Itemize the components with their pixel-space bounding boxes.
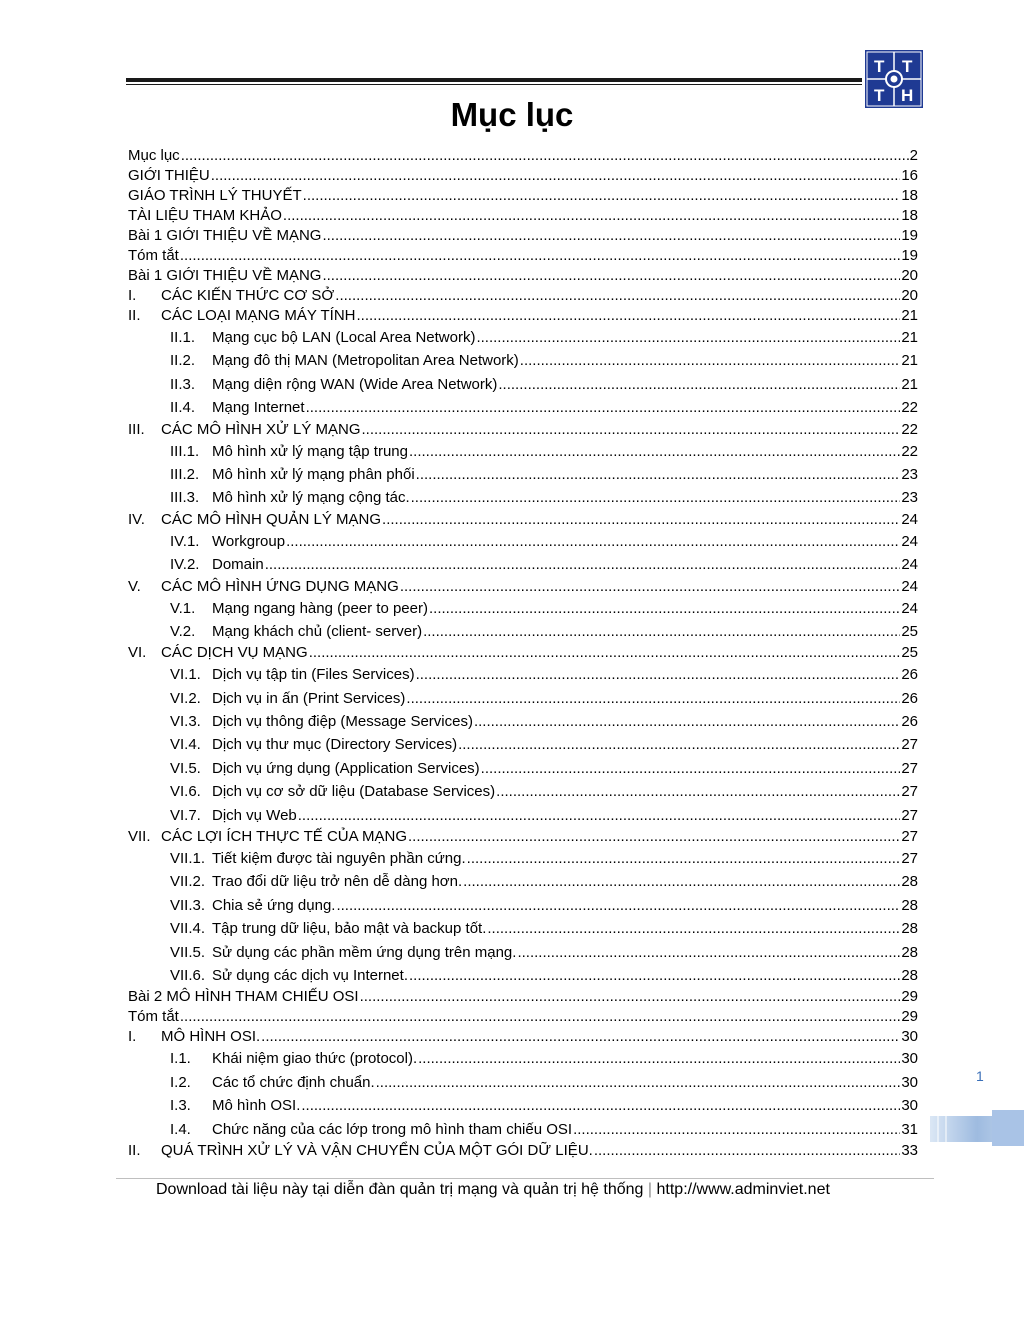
toc-dot-leader bbox=[409, 440, 900, 463]
toc-entry-title: GIÁO TRÌNH LÝ THUYẾT bbox=[128, 187, 302, 204]
toc-entry-title: Mạng đô thị MAN (Metropolitan Area Network) bbox=[212, 352, 519, 370]
toc-dot-leader bbox=[181, 146, 909, 166]
toc-entry-page: 18 bbox=[901, 187, 918, 204]
toc-entry-number: VI.6. bbox=[170, 783, 201, 801]
toc-dot-leader bbox=[458, 733, 900, 756]
toc-entry-page: 20 bbox=[901, 267, 918, 284]
toc-entry-number: VII.5. bbox=[170, 943, 206, 961]
toc-entry-page: 21 bbox=[901, 307, 918, 324]
toc-entry[interactable] bbox=[128, 349, 918, 372]
toc-dot-leader bbox=[335, 286, 900, 306]
toc-entry-page: 22 bbox=[901, 420, 918, 438]
toc-entry[interactable] bbox=[128, 463, 918, 486]
toc-entry-page: 31 bbox=[901, 1120, 918, 1138]
toc-dot-leader bbox=[406, 687, 900, 710]
toc-entry-page: 26 bbox=[901, 689, 918, 707]
toc-entry-title: Tóm tắt bbox=[128, 1008, 179, 1026]
toc-entry-page: 30 bbox=[901, 1028, 918, 1046]
page-number: 1 bbox=[976, 1068, 984, 1084]
toc-entry-page: 16 bbox=[901, 167, 918, 184]
toc-dot-leader bbox=[306, 396, 901, 419]
toc-entry-page: 30 bbox=[901, 1097, 918, 1115]
toc-dot-leader bbox=[376, 1071, 901, 1094]
toc-entry-page: 29 bbox=[901, 1008, 918, 1026]
footer bbox=[156, 1181, 830, 1199]
toc-entry-title: Domain bbox=[212, 556, 264, 574]
toc-entry[interactable] bbox=[128, 1027, 918, 1047]
toc-dot-leader bbox=[356, 306, 900, 326]
page-tab-decoration bbox=[930, 1110, 1024, 1146]
toc-entry-page: 27 bbox=[901, 736, 918, 754]
toc-entry-page: 28 bbox=[901, 920, 918, 938]
toc-entry-title: MÔ HÌNH OSI. bbox=[161, 1028, 261, 1046]
toc-entry-title: Bài 1 GIỚI THIỆU VỀ MẠNG bbox=[128, 227, 322, 244]
toc-dot-leader bbox=[411, 486, 901, 509]
toc-entry[interactable] bbox=[128, 186, 918, 206]
toc-entry-title: Tóm tắt bbox=[128, 247, 179, 264]
toc-entry[interactable] bbox=[128, 1071, 918, 1094]
toc-dot-leader bbox=[211, 166, 901, 186]
toc-entry-page: 19 bbox=[901, 247, 918, 264]
toc-entry-title: CÁC KIẾN THỨC CƠ SỞ bbox=[161, 287, 335, 304]
toc-entry[interactable] bbox=[128, 643, 918, 663]
footer-rule bbox=[116, 1178, 934, 1179]
toc-entry-title: Mục lục bbox=[128, 147, 180, 164]
toc-entry[interactable] bbox=[128, 733, 918, 756]
toc-entry[interactable] bbox=[128, 663, 918, 686]
toc-dot-leader bbox=[301, 1094, 900, 1117]
toc-entry-title: Dịch vụ thư mục (Directory Services) bbox=[212, 736, 458, 754]
toc-entry-number: VI.3. bbox=[170, 713, 201, 731]
toc-dot-leader bbox=[362, 420, 901, 440]
toc-entry[interactable] bbox=[128, 847, 918, 870]
toc-entry-number: VI.7. bbox=[170, 806, 201, 824]
toc-entry[interactable] bbox=[128, 373, 918, 396]
toc-entry[interactable] bbox=[128, 597, 918, 620]
toc-entry-title: Tiết kiệm được tài nguyên phần cứng. bbox=[212, 850, 466, 868]
toc-entry-number: V.1. bbox=[170, 599, 196, 617]
toc-dot-leader bbox=[261, 1027, 900, 1047]
toc-entry-number: VII.3. bbox=[170, 896, 206, 914]
toc-entry-title: CÁC DỊCH VỤ MẠNG bbox=[161, 644, 308, 662]
toc-entry-page: 2 bbox=[909, 147, 918, 164]
toc-entry[interactable] bbox=[128, 486, 918, 509]
toc-entry-number: I. bbox=[128, 1028, 137, 1046]
toc-entry-page: 20 bbox=[901, 287, 918, 304]
toc-entry[interactable] bbox=[128, 710, 918, 733]
toc-dot-leader bbox=[322, 226, 900, 246]
toc-dot-leader bbox=[517, 941, 900, 964]
toc-entry-title: TÀI LIỆU THAM KHẢO bbox=[128, 207, 282, 224]
toc-entry[interactable] bbox=[128, 620, 918, 643]
toc-entry-number: VII. bbox=[128, 828, 151, 846]
toc-dot-leader bbox=[180, 1007, 900, 1027]
toc-dot-leader bbox=[467, 847, 901, 870]
toc-entry-number: I.1. bbox=[170, 1050, 191, 1068]
page-title: Mục lục bbox=[450, 96, 574, 133]
toc-entry-title: Tập trung dữ liệu, bảo mật và backup tốt. bbox=[212, 920, 487, 938]
toc-entry-title: Workgroup bbox=[212, 532, 286, 550]
toc-entry[interactable] bbox=[128, 266, 918, 286]
toc-entry-title: Trao đổi dữ liệu trở nên dễ dàng hơn. bbox=[212, 873, 463, 891]
toc-entry-page: 23 bbox=[901, 465, 918, 483]
toc-entry[interactable] bbox=[128, 987, 918, 1007]
toc-entry-title: Mô hình xử lý mạng cộng tác. bbox=[212, 489, 410, 507]
toc-entry[interactable] bbox=[128, 166, 918, 186]
toc-entry-title: CÁC LỢI ÍCH THỰC TẾ CỦA MẠNG bbox=[161, 828, 407, 846]
toc-dot-leader bbox=[180, 246, 900, 266]
toc-entry-title: Bài 2 MÔ HÌNH THAM CHIẾU OSI bbox=[128, 988, 359, 1006]
toc-entry-title: Các tổ chức định chuẩn. bbox=[212, 1073, 375, 1091]
toc-entry[interactable] bbox=[128, 894, 918, 917]
toc-entry[interactable] bbox=[128, 577, 918, 597]
toc-dot-leader bbox=[382, 510, 900, 530]
toc-entry-number: II.1. bbox=[170, 329, 196, 346]
toc-entry-title: Dịch vụ ứng dụng (Application Services) bbox=[212, 759, 480, 777]
toc-entry-title: Mạng khách chủ (client- server) bbox=[212, 622, 423, 640]
toc-dot-leader bbox=[283, 206, 900, 226]
toc-entry[interactable] bbox=[128, 687, 918, 710]
toc-entry[interactable] bbox=[128, 757, 918, 780]
toc-entry-title: Mạng Internet bbox=[212, 399, 305, 417]
toc-dot-leader bbox=[429, 597, 900, 620]
toc-entry-page: 28 bbox=[901, 943, 918, 961]
footer-url-link[interactable]: http://www.adminviet.net bbox=[656, 1181, 830, 1198]
toc-entry[interactable] bbox=[128, 226, 918, 246]
footer-text: Download tài liệu này tại diễn đàn quản trị mạng và quản trị hệ thống bbox=[156, 1181, 644, 1198]
table-of-contents bbox=[128, 146, 918, 1161]
toc-entry-number: I. bbox=[128, 287, 137, 304]
toc-dot-leader bbox=[487, 917, 900, 940]
toc-entry-number: I.4. bbox=[170, 1120, 191, 1138]
toc-entry-page: 22 bbox=[901, 399, 918, 417]
toc-entry-page: 27 bbox=[901, 850, 918, 868]
logo-letter: T bbox=[902, 57, 913, 76]
toc-entry-page: 27 bbox=[901, 828, 918, 846]
toc-dot-leader bbox=[360, 987, 901, 1007]
toc-entry[interactable] bbox=[128, 1047, 918, 1070]
toc-entry-number: I.3. bbox=[170, 1097, 191, 1115]
toc-entry[interactable] bbox=[128, 1007, 918, 1027]
toc-dot-leader bbox=[418, 1047, 900, 1070]
toc-entry-page: 24 bbox=[901, 532, 918, 550]
toc-entry-number: VII.4. bbox=[170, 920, 206, 938]
toc-dot-leader bbox=[416, 663, 901, 686]
toc-entry-page: 24 bbox=[901, 556, 918, 574]
toc-entry-page: 21 bbox=[901, 352, 918, 370]
toc-entry-page: 26 bbox=[901, 713, 918, 731]
toc-entry-number: VII.6. bbox=[170, 966, 206, 984]
toc-dot-leader bbox=[303, 186, 901, 206]
toc-entry[interactable] bbox=[128, 510, 918, 530]
toc-entry-title: Dịch vụ cơ sở dữ liệu (Database Services) bbox=[212, 783, 496, 801]
toc-entry[interactable] bbox=[128, 780, 918, 803]
toc-entry-number: IV. bbox=[128, 510, 145, 528]
toc-entry[interactable] bbox=[128, 827, 918, 847]
header-rule-thick bbox=[126, 78, 862, 82]
toc-dot-leader bbox=[322, 266, 900, 286]
toc-dot-leader bbox=[474, 710, 900, 733]
toc-entry-number: II. bbox=[128, 307, 141, 324]
toc-entry-title: Bài 1 GIỚI THIỆU VỀ MẠNG bbox=[128, 267, 322, 284]
toc-entry-number: III.1. bbox=[170, 442, 200, 460]
toc-entry[interactable] bbox=[128, 870, 918, 893]
toc-entry-title: Chia sẻ ứng dụng. bbox=[212, 896, 336, 914]
toc-entry-title: QUÁ TRÌNH XỬ LÝ VÀ VẬN CHUYỂN CỦA MỘT GÓI DỮ LIỆU. bbox=[161, 1141, 593, 1159]
toc-entry-page: 22 bbox=[901, 442, 918, 460]
toc-entry-page: 30 bbox=[901, 1073, 918, 1091]
toc-entry-number: IV.2. bbox=[170, 556, 200, 574]
toc-dot-leader bbox=[496, 780, 900, 803]
toc-entry[interactable] bbox=[128, 396, 918, 419]
toc-entry-page: 24 bbox=[901, 510, 918, 528]
toc-entry-title: Dịch vụ in ấn (Print Services) bbox=[212, 689, 406, 707]
toc-entry-title: Dịch vụ tập tin (Files Services) bbox=[212, 666, 415, 684]
toc-entry[interactable] bbox=[128, 246, 918, 266]
toc-entry[interactable] bbox=[128, 964, 918, 987]
toc-entry-number: III.3. bbox=[170, 489, 200, 507]
toc-dot-leader bbox=[408, 827, 900, 847]
toc-entry-number: II. bbox=[128, 1141, 141, 1159]
toc-entry-page: 28 bbox=[901, 896, 918, 914]
toc-entry-page: 30 bbox=[901, 1050, 918, 1068]
toc-entry-title: CÁC MÔ HÌNH XỬ LÝ MẠNG bbox=[161, 420, 361, 438]
toc-entry-page: 24 bbox=[901, 577, 918, 595]
toc-entry-number: III. bbox=[128, 420, 145, 438]
toc-entry-title: Mô hình xử lý mạng phân phối bbox=[212, 465, 415, 483]
toc-entry-title: GIỚI THIỆU bbox=[128, 167, 210, 184]
toc-dot-leader bbox=[573, 1118, 900, 1141]
toc-entry-number: VI. bbox=[128, 644, 147, 662]
toc-entry[interactable] bbox=[128, 306, 918, 326]
toc-entry-page: 26 bbox=[901, 666, 918, 684]
toc-entry[interactable] bbox=[128, 146, 918, 166]
toc-entry-number: VI.2. bbox=[170, 689, 201, 707]
toc-entry-page: 28 bbox=[901, 966, 918, 984]
toc-dot-leader bbox=[265, 553, 901, 576]
toc-entry[interactable] bbox=[128, 326, 918, 349]
toc-entry-title: CÁC MÔ HÌNH ỨNG DỤNG MẠNG bbox=[161, 577, 399, 595]
toc-dot-leader bbox=[423, 620, 900, 643]
toc-entry-page: 19 bbox=[901, 227, 918, 244]
toc-dot-leader bbox=[286, 530, 900, 553]
logo-letter: H bbox=[901, 86, 914, 105]
toc-entry-number: VI.4. bbox=[170, 736, 201, 754]
toc-dot-leader bbox=[498, 373, 900, 396]
toc-entry-number: IV.1. bbox=[170, 532, 200, 550]
toc-entry-number: II.3. bbox=[170, 375, 196, 393]
toc-entry[interactable] bbox=[128, 804, 918, 827]
toc-entry-number: VI.5. bbox=[170, 759, 201, 777]
toc-entry-title: Mạng diện rộng WAN (Wide Area Network) bbox=[212, 375, 498, 393]
toc-entry-title: Dịch vụ Web bbox=[212, 806, 297, 824]
toc-entry[interactable] bbox=[128, 1118, 918, 1141]
toc-entry-title: Mô hình xử lý mạng tập trung bbox=[212, 442, 408, 460]
toc-entry[interactable] bbox=[128, 917, 918, 940]
toc-entry-page: 24 bbox=[901, 599, 918, 617]
toc-dot-leader bbox=[416, 463, 901, 486]
toc-dot-leader bbox=[520, 349, 901, 372]
toc-entry[interactable] bbox=[128, 420, 918, 440]
toc-entry-title: Mô hình OSI. bbox=[212, 1097, 301, 1115]
toc-entry-page: 25 bbox=[901, 622, 918, 640]
toc-dot-leader bbox=[463, 870, 900, 893]
toc-entry-number: V. bbox=[128, 577, 141, 595]
toc-entry-title: Dịch vụ thông điệp (Message Services) bbox=[212, 713, 473, 731]
toc-entry[interactable] bbox=[128, 1141, 918, 1161]
toc-dot-leader bbox=[298, 804, 901, 827]
toc-dot-leader bbox=[594, 1141, 900, 1161]
toc-entry-number: II.2. bbox=[170, 352, 196, 370]
toc-entry[interactable] bbox=[128, 553, 918, 576]
toc-entry-title: Sử dụng các dịch vụ Internet. bbox=[212, 966, 408, 984]
toc-dot-leader bbox=[400, 577, 901, 597]
toc-entry-page: 25 bbox=[901, 644, 918, 662]
toc-entry-page: 27 bbox=[901, 783, 918, 801]
toc-entry-number: VII.2. bbox=[170, 873, 206, 891]
toc-entry[interactable] bbox=[128, 530, 918, 553]
toc-entry-number: V.2. bbox=[170, 622, 196, 640]
toc-entry-number: II.4. bbox=[170, 399, 196, 417]
toc-dot-leader bbox=[481, 757, 901, 780]
toc-entry-title: CÁC MÔ HÌNH QUẢN LÝ MẠNG bbox=[161, 510, 382, 528]
toc-entry-page: 23 bbox=[901, 489, 918, 507]
toc-entry-page: 21 bbox=[901, 329, 918, 346]
toc-entry-number: VI.1. bbox=[170, 666, 201, 684]
toc-entry[interactable] bbox=[128, 440, 918, 463]
toc-entry-page: 21 bbox=[901, 375, 918, 393]
toc-dot-leader bbox=[336, 894, 900, 917]
toc-dot-leader bbox=[476, 326, 900, 349]
toc-entry-title: Chức năng của các lớp trong mô hình tham chiếu OSI bbox=[212, 1120, 573, 1138]
toc-entry-title: Khái niệm giao thức (protocol). bbox=[212, 1050, 418, 1068]
toc-dot-leader bbox=[409, 964, 900, 987]
toc-entry-page: 29 bbox=[901, 988, 918, 1006]
footer-separator: | bbox=[647, 1181, 653, 1198]
logo-letter: T bbox=[874, 57, 885, 76]
toc-entry-number: I.2. bbox=[170, 1073, 191, 1091]
toc-entry-title: Mạng cục bộ LAN (Local Area Network) bbox=[212, 329, 476, 346]
toc-entry-page: 27 bbox=[901, 759, 918, 777]
toc-entry-title: Sử dụng các phần mềm ứng dụng trên mạng. bbox=[212, 943, 517, 961]
toc-entry[interactable] bbox=[128, 286, 918, 306]
toc-entry[interactable] bbox=[128, 941, 918, 964]
toc-entry[interactable] bbox=[128, 206, 918, 226]
toc-entry-title: CÁC LOẠI MẠNG MÁY TÍNH bbox=[161, 307, 356, 324]
toc-entry-title: Mạng ngang hàng (peer to peer) bbox=[212, 599, 428, 617]
toc-entry-page: 33 bbox=[901, 1141, 918, 1159]
toc-entry-page: 18 bbox=[901, 207, 918, 224]
header-rule-thin bbox=[126, 84, 862, 85]
toc-entry-number: III.2. bbox=[170, 465, 200, 483]
toc-entry-number: VII.1. bbox=[170, 850, 206, 868]
toc-entry-page: 27 bbox=[901, 806, 918, 824]
toc-entry[interactable] bbox=[128, 1094, 918, 1117]
toc-dot-leader bbox=[309, 643, 901, 663]
toc-entry-page: 28 bbox=[901, 873, 918, 891]
logo-letter: T bbox=[874, 86, 885, 105]
